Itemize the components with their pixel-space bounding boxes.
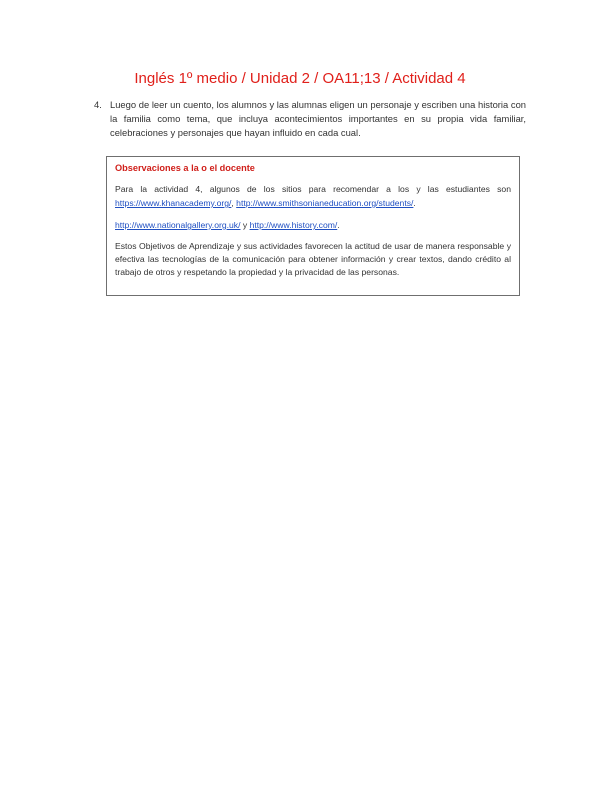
teacher-observations-box (106, 156, 520, 296)
activity-text: Luego de leer un cuento, los alumnos y las alumnas eligen un personaje y escriben una historia con la familia como tema, que incluya acontecimientos importantes en su propia vida familiar, celebraciones y personajes que hayan influido en cada cual. (110, 99, 526, 138)
sentence-end: . (413, 198, 416, 208)
link-separator: , (231, 198, 234, 208)
observations-paragraph-links (115, 218, 511, 232)
conjunction-text: y (242, 220, 248, 230)
page-title: Inglés 1º medio / Unidad 2 / OA11;13 / Actividad 4 (134, 70, 466, 87)
activity-number: 4. (94, 99, 102, 110)
activity-item (94, 98, 526, 140)
khanacademy-link[interactable]: https://www.khanacademy.org/ (115, 198, 232, 208)
observations-title: Observaciones a la o el docente (115, 163, 255, 173)
sites-intro-text: Para la actividad 4, algunos de los sitios para recomendar a los y las estudiantes son (115, 184, 511, 194)
observations-paragraph-sites (115, 182, 511, 210)
observations-paragraph-objectives: Estos Objetivos de Aprendizaje y sus actividades favorecen la actitud de usar de manera responsable y efectiva las tecnologías de la comunicación para obtener información y crear textos, dando crédito al trabajo de otros y respetando la propiedad y la privacidad de las personas. (115, 241, 511, 277)
history-link[interactable]: http://www.history.com/ (249, 220, 338, 230)
sentence-end-2: . (337, 220, 340, 230)
nationalgallery-link[interactable]: http://www.nationalgallery.org.uk/ (115, 220, 241, 230)
smithsonian-link[interactable]: http://www.smithsonianeducation.org/students/ (236, 198, 414, 208)
